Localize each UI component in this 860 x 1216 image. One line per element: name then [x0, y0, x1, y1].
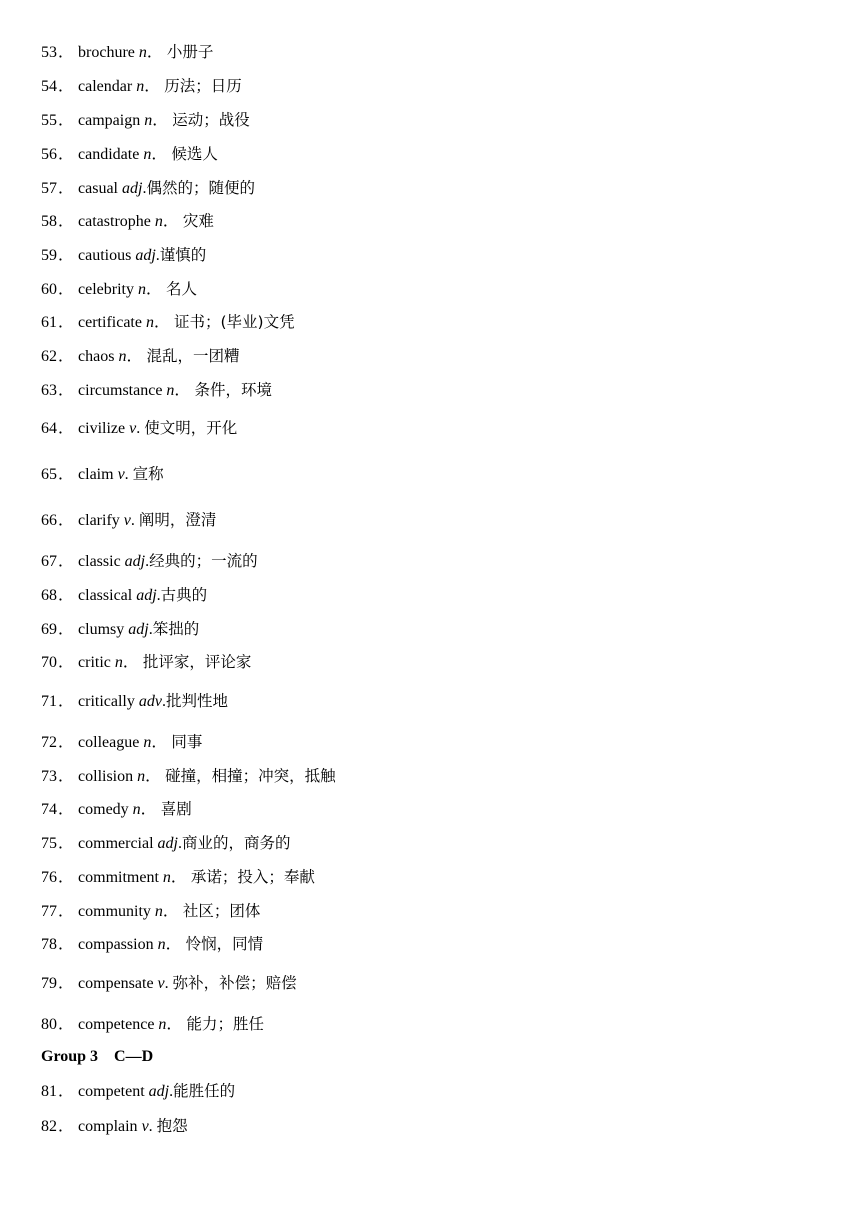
vocab-entry	[41, 934, 263, 954]
entry-number: 76	[41, 869, 57, 886]
vocab-entry	[41, 619, 199, 639]
pos-punct: ．	[174, 382, 191, 399]
entry-word: competent	[78, 1083, 145, 1100]
vocab-entry	[41, 279, 197, 299]
entry-definition: 承诺；投入；奉献	[190, 868, 315, 886]
pos-punct: ．	[152, 112, 169, 129]
number-separator: ．	[58, 801, 75, 818]
entry-number: 60	[41, 281, 57, 298]
entry-word: collision	[78, 768, 134, 785]
entry-definition: 偶然的；随便的	[146, 179, 255, 197]
pos-punct: ．	[153, 314, 170, 331]
entry-definition: 碰撞，相撞；冲突，抵触	[165, 767, 336, 785]
entry-definition: 候选人	[171, 145, 218, 163]
part-of-speech: n	[137, 281, 146, 298]
pos-punct: .	[164, 975, 169, 992]
number-separator: ．	[58, 621, 75, 638]
pos-punct: ．	[122, 654, 139, 671]
vocab-entry	[41, 691, 228, 711]
entry-number: 63	[41, 382, 57, 399]
part-of-speech: v	[129, 420, 137, 437]
number-separator: ．	[58, 112, 75, 129]
entry-number: 66	[41, 512, 57, 529]
entry-number: 78	[41, 936, 57, 953]
entry-definition: 历法；日历	[164, 77, 242, 95]
part-of-speech: adj	[157, 835, 178, 852]
pos-punct: ．	[166, 1016, 183, 1033]
pos-punct: .	[124, 466, 129, 483]
number-separator: ．	[58, 213, 75, 230]
part-of-speech: n	[138, 44, 147, 61]
entry-definition: 批判性地	[165, 692, 228, 710]
part-of-speech: v	[157, 975, 165, 992]
entry-word: circumstance	[78, 382, 163, 399]
entry-word: compensate	[78, 975, 154, 992]
vocab-entry	[41, 76, 242, 96]
part-of-speech: n	[114, 654, 123, 671]
pos-punct: .	[145, 553, 150, 570]
entry-definition: 宣称	[132, 465, 164, 483]
pos-punct: ．	[151, 146, 168, 163]
entry-number: 80	[41, 1016, 57, 1033]
pos-punct: .	[142, 180, 147, 197]
vocab-entry	[41, 42, 213, 62]
entry-number: 75	[41, 835, 57, 852]
vocab-entry	[41, 380, 272, 400]
number-separator: ．	[58, 466, 75, 483]
part-of-speech: v	[117, 466, 125, 483]
entry-definition: 经典的；一流的	[149, 552, 258, 570]
entry-number: 59	[41, 247, 57, 264]
number-separator: ．	[58, 44, 75, 61]
number-separator: ．	[58, 975, 75, 992]
pos-punct: ．	[126, 348, 143, 365]
pos-punct: ．	[170, 869, 187, 886]
entry-definition: 名人	[166, 280, 198, 298]
entry-number: 71	[41, 693, 57, 710]
number-separator: ．	[58, 512, 75, 529]
entry-definition: 阐明，澄清	[138, 511, 217, 529]
part-of-speech: n	[162, 869, 171, 886]
entry-word: classic	[78, 553, 121, 570]
entry-definition: 同事	[171, 733, 203, 751]
entry-number: 70	[41, 654, 57, 671]
number-separator: ．	[58, 348, 75, 365]
number-separator: ．	[58, 693, 75, 710]
entry-number: 54	[41, 78, 57, 95]
number-separator: ．	[58, 382, 75, 399]
vocab-entry	[41, 144, 218, 164]
vocab-entry	[41, 178, 255, 198]
part-of-speech: n	[136, 78, 145, 95]
part-of-speech: adj	[135, 247, 156, 264]
number-separator: ．	[58, 869, 75, 886]
pos-punct: ．	[145, 281, 162, 298]
entry-word: clarify	[78, 512, 120, 529]
entry-word: civilize	[78, 420, 126, 437]
entry-definition: 笨拙的	[152, 620, 200, 638]
entry-definition: 证书；(毕业)文凭	[173, 313, 295, 331]
group-heading: Group 3 C—D	[41, 1048, 154, 1065]
entry-word: compassion	[78, 936, 154, 953]
number-separator: ．	[58, 587, 75, 604]
vocab-entry	[41, 312, 295, 332]
number-separator: ．	[58, 146, 75, 163]
entry-word: chaos	[78, 348, 115, 365]
entry-word: competence	[78, 1016, 155, 1033]
vocab-entry	[41, 346, 239, 366]
entry-word: certificate	[78, 314, 142, 331]
entry-word: commercial	[78, 835, 154, 852]
vocab-entry	[41, 110, 250, 130]
entry-word: campaign	[78, 112, 141, 129]
number-separator: ．	[58, 420, 75, 437]
part-of-speech: n	[118, 348, 127, 365]
entry-number: 72	[41, 734, 57, 751]
entry-number: 57	[41, 180, 57, 197]
entry-definition: 灾难	[182, 212, 214, 230]
vocab-entry	[41, 464, 164, 484]
number-separator: ．	[58, 247, 75, 264]
part-of-speech: adj	[136, 587, 157, 604]
part-of-speech: adj	[124, 553, 146, 570]
part-of-speech: n	[166, 382, 175, 399]
entry-word: brochure	[78, 44, 135, 61]
entry-number: 55	[41, 112, 57, 129]
entry-word: casual	[78, 180, 118, 197]
entry-definition: 弥补，补偿；赔偿	[172, 974, 297, 992]
entry-definition: 小册子	[166, 43, 214, 61]
entry-word: cautious	[78, 247, 132, 264]
entry-number: 77	[41, 903, 57, 920]
part-of-speech: n	[144, 112, 153, 129]
entry-word: comedy	[78, 801, 129, 818]
vocab-entry	[41, 867, 315, 887]
entry-definition: 能胜任的	[173, 1082, 236, 1100]
vocab-entry	[41, 245, 206, 265]
number-separator: ．	[58, 1016, 75, 1033]
entry-word: colleague	[78, 734, 140, 751]
number-separator: ．	[58, 1118, 75, 1135]
number-separator: ．	[58, 936, 75, 953]
vocab-entry	[41, 732, 202, 752]
entry-definition: 谨慎的	[159, 246, 207, 264]
vocab-entry	[41, 652, 251, 672]
entry-word: catastrophe	[78, 213, 151, 230]
entry-definition: 能力；胜任	[186, 1015, 264, 1033]
pos-punct: ．	[145, 768, 162, 785]
pos-punct: .	[136, 420, 141, 437]
part-of-speech: n	[154, 213, 163, 230]
entry-word: clumsy	[78, 621, 125, 638]
number-separator: ．	[58, 835, 75, 852]
pos-punct: ．	[140, 801, 157, 818]
entry-number: 79	[41, 975, 57, 992]
entry-word: complain	[78, 1118, 138, 1135]
part-of-speech: n	[143, 146, 152, 163]
entry-word: classical	[78, 587, 133, 604]
entry-definition: 使文明，开化	[144, 419, 238, 437]
entry-word: celebrity	[78, 281, 134, 298]
pos-punct: .	[161, 693, 166, 710]
entry-word: community	[78, 903, 151, 920]
vocab-entry	[41, 1116, 188, 1136]
entry-number: 58	[41, 213, 57, 230]
part-of-speech: v	[123, 512, 131, 529]
entry-number: 68	[41, 587, 57, 604]
part-of-speech: n	[158, 1016, 167, 1033]
number-separator: ．	[58, 78, 75, 95]
entry-definition: 批评家，评论家	[142, 653, 252, 671]
pos-punct: .	[169, 1083, 174, 1100]
pos-punct: .	[156, 587, 161, 604]
entry-number: 74	[41, 801, 57, 818]
pos-punct: .	[148, 621, 153, 638]
pos-punct: .	[130, 512, 135, 529]
vocab-entry	[41, 799, 192, 819]
part-of-speech: adv	[138, 693, 162, 710]
vocab-entry	[41, 833, 291, 853]
entry-number: 73	[41, 768, 57, 785]
number-separator: ．	[58, 734, 75, 751]
pos-punct: ．	[146, 44, 163, 61]
part-of-speech: n	[145, 314, 154, 331]
entry-word: claim	[78, 466, 114, 483]
part-of-speech: n	[154, 903, 163, 920]
number-separator: ．	[58, 314, 75, 331]
pos-punct: .	[148, 1118, 153, 1135]
vocab-entry	[41, 418, 237, 438]
part-of-speech: adj	[148, 1083, 170, 1100]
vocab-entry	[41, 585, 207, 605]
entry-number: 53	[41, 44, 57, 61]
pos-punct: ．	[151, 734, 168, 751]
part-of-speech: adj	[122, 180, 143, 197]
vocab-entry	[41, 1081, 235, 1101]
entry-word: critic	[78, 654, 111, 671]
number-separator: ．	[58, 553, 75, 570]
number-separator: ．	[58, 903, 75, 920]
pos-punct: ．	[144, 78, 161, 95]
pos-punct: ．	[162, 903, 179, 920]
entry-definition: 条件，环境	[194, 381, 272, 399]
number-separator: ．	[58, 281, 75, 298]
number-separator: ．	[58, 1083, 75, 1100]
part-of-speech: n	[157, 936, 166, 953]
entry-word: candidate	[78, 146, 140, 163]
entry-definition: 运动；战役	[172, 111, 250, 129]
part-of-speech: v	[141, 1118, 149, 1135]
entry-number: 65	[41, 466, 57, 483]
vocab-entry	[41, 901, 260, 921]
entry-word: calendar	[78, 78, 133, 95]
entry-definition: 古典的	[160, 586, 208, 604]
entry-number: 67	[41, 553, 57, 570]
entry-definition: 混乱，一团糟	[146, 347, 240, 365]
number-separator: ．	[58, 180, 75, 197]
pos-punct: .	[177, 835, 182, 852]
entry-definition: 抱怨	[156, 1117, 188, 1135]
part-of-speech: adj	[128, 621, 149, 638]
entry-number: 69	[41, 621, 57, 638]
entry-definition: 喜剧	[160, 800, 192, 818]
entry-number: 56	[41, 146, 57, 163]
vocab-entry	[41, 766, 336, 786]
part-of-speech: n	[137, 768, 146, 785]
entry-definition: 怜悯，同情	[185, 935, 264, 953]
entry-definition: 商业的，商务的	[181, 834, 291, 852]
entry-word: commitment	[78, 869, 159, 886]
part-of-speech: n	[143, 734, 152, 751]
number-separator: ．	[58, 654, 75, 671]
vocab-entry	[41, 551, 258, 571]
pos-punct: ．	[165, 936, 182, 953]
entry-number: 81	[41, 1083, 57, 1100]
entry-number: 82	[41, 1118, 57, 1135]
entry-number: 64	[41, 420, 57, 437]
pos-punct: ．	[162, 213, 179, 230]
pos-punct: .	[155, 247, 160, 264]
entry-definition: 社区；团体	[182, 902, 261, 920]
part-of-speech: n	[132, 801, 141, 818]
entry-word: critically	[78, 693, 135, 710]
vocab-entry	[41, 211, 214, 231]
vocab-entry	[41, 973, 297, 993]
entry-number: 62	[41, 348, 57, 365]
vocab-entry	[41, 1014, 264, 1034]
entry-number: 61	[41, 314, 57, 331]
vocab-entry	[41, 510, 216, 530]
number-separator: ．	[58, 768, 75, 785]
